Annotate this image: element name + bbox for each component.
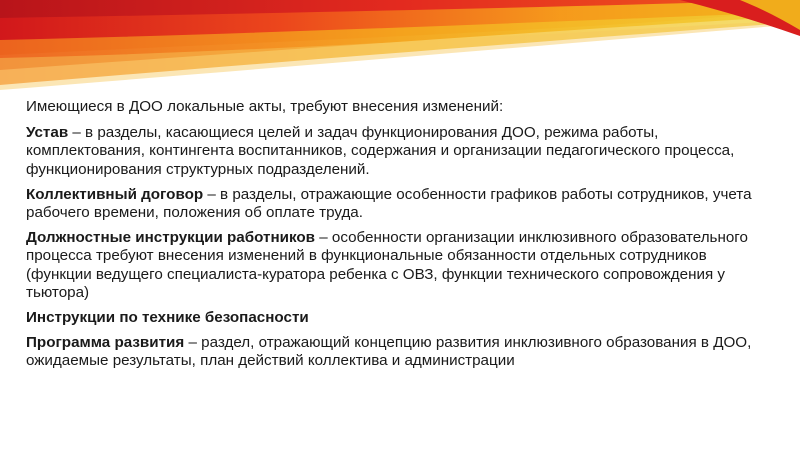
slide-body: [26, 92, 774, 378]
decorative-swoosh: [0, 0, 800, 90]
item-text: – раздел, отражающий концепцию развития инклюзивного образования в ДОО, ожидаемые результаты, план действий коллектива и администрации: [26, 334, 752, 370]
item-development-program: [26, 334, 774, 370]
item-job-instructions: [26, 229, 774, 302]
item-term: Программа развития: [26, 334, 185, 352]
item-term: Инструкции по технике безопасности: [26, 309, 309, 327]
item-collective-agreement: [26, 186, 774, 222]
item-text: – в разделы, отражающие особенности графиков работы сотрудников, учета рабочего времени, положения об оплате труда.: [26, 185, 752, 222]
item-safety-instructions: [26, 309, 774, 327]
item-term: Коллективный договор: [26, 185, 204, 203]
item-term: Устав: [26, 124, 69, 142]
intro-text: Имеющиеся в ДОО локальные акты, требуют внесения изменений:: [26, 98, 504, 115]
item-term: Должностные инструкции работников: [26, 229, 315, 247]
item-text: – особенности организации инклюзивного образовательного процесса требуют внесения изменений в функциональные обязанности отдельных сотрудников (функции ведущего специалиста-куратора ребенка с ОВЗ, функции технического сопровождения у тьютора): [26, 229, 748, 301]
item-charter: [26, 124, 774, 179]
item-text: – в разделы, касающиеся целей и задач функционирования ДОО, режима работы, комплектования, контингента воспитанников, содержания и организации педагогического процесса, функционирования структурных подразделений.: [26, 124, 735, 178]
